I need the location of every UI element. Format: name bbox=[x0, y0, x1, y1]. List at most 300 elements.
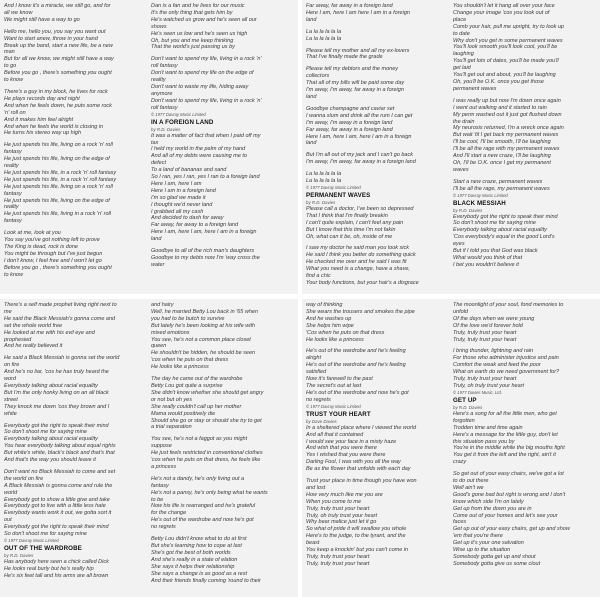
lyric-line: You hear everybody talking about equal rights bbox=[4, 443, 116, 450]
lyric-line: Truly, truly trust your heart bbox=[306, 554, 370, 560]
lyric-line: Everybody talking about racial equality bbox=[453, 227, 547, 234]
lyric-line: 'Cos everybody's equal in the good Lord's bbox=[453, 234, 555, 241]
lyric-line: My neurosis returned, I'm a wreck once again bbox=[453, 125, 564, 132]
lyric-line: And decided to dash for away bbox=[151, 215, 224, 222]
lyrics-column bbox=[306, 3, 448, 294]
lyric-line: He just spends his life, living on the edge of bbox=[4, 156, 110, 163]
lyric-line: La la la la la la bbox=[306, 35, 342, 42]
lyric-line: eyes bbox=[453, 241, 465, 248]
lyric-line: That all of my bills will be paid some day bbox=[306, 80, 405, 87]
lyric-line: unfold bbox=[453, 308, 468, 315]
lyric-line: Here I am in a foreign land bbox=[151, 187, 216, 194]
lyric-line: He plays records day and night bbox=[4, 95, 80, 102]
lyric-line: I'll be cool, I'll be smooth, I'll be laughing bbox=[453, 139, 551, 146]
lyric-line: Comb your hair, pull me upright, try to look up bbox=[453, 23, 564, 30]
lyric-line: There's a guy in my block, he lives for rock bbox=[4, 88, 108, 95]
lyric-line: When you come to me bbox=[306, 498, 362, 505]
lyric-line: way of thinking bbox=[306, 302, 343, 308]
lyric-line: I'll be all the rage with my permanent waves bbox=[453, 146, 560, 153]
lyric-line: Everybody got the right to speak their mind bbox=[453, 213, 558, 220]
lyric-line: Oh, what can it be, oh, inside of me bbox=[306, 233, 393, 240]
lyric-line: 'Cos when he puts on that dress bbox=[306, 329, 385, 336]
lyric-line: And all of my debts were causing me to bbox=[151, 153, 247, 160]
songwriter-credit: by R.D. Davies bbox=[453, 404, 483, 410]
lyric-line: fantasy bbox=[4, 218, 22, 225]
lyric-line: I saw my doctor he said man you look sick bbox=[306, 245, 410, 252]
lyric-line: There's a self made prophet living right next to bbox=[4, 302, 117, 308]
lyric-line: You keep a knockin' but you can't come in bbox=[306, 547, 409, 554]
lyric-line: I'll be all the rage, my permanent waves bbox=[453, 185, 550, 192]
lyric-line: She helps him wipe bbox=[306, 322, 354, 329]
lyric-line: You'll get out and about, you'll be laughing bbox=[453, 72, 556, 79]
lyric-line: And when he feels the world is closing in bbox=[4, 123, 104, 130]
lyric-line: He's seen us low and he's seen us high bbox=[151, 30, 248, 37]
lyric-line: To a land of bananas and sand bbox=[151, 167, 227, 174]
songwriter-credit: by R.D. Davies bbox=[151, 126, 181, 132]
lyric-line: and hairy bbox=[151, 302, 174, 308]
lyric-line: 'cos when he puts on that dress, he feels like bbox=[151, 457, 261, 464]
lyric-line: the drain bbox=[453, 118, 475, 125]
lyric-line: shows bbox=[151, 23, 167, 30]
lyric-line: place bbox=[453, 16, 467, 23]
lyric-line: you had to be butch to survive bbox=[151, 315, 225, 322]
lyric-line: Now his life is rearranged and he's grateful bbox=[151, 503, 256, 510]
lyric-line: And he's no liar, 'cos he has truly heard the bbox=[4, 369, 109, 376]
lyric-line: So don't shoot me for saying mine bbox=[4, 531, 87, 538]
songwriter-credit: by Dave Davies bbox=[306, 418, 337, 424]
lyric-line: Here I am, here I am here I am in a foreign bbox=[306, 9, 410, 16]
lyric-line: The secret's out at last bbox=[306, 382, 362, 389]
lyric-line: She wears the trousers and smokes the pipe bbox=[306, 308, 415, 315]
lyric-line: 'cos when he puts on that dress bbox=[151, 357, 229, 364]
lyric-line: Before you go , there's something you ought bbox=[4, 264, 112, 271]
lyrics-column bbox=[151, 302, 293, 597]
lyric-line: I'm so glad we made it bbox=[151, 194, 206, 201]
lyric-line: A Black Messiah is gonna come and rule the bbox=[4, 482, 113, 489]
lyric-line: to do out there bbox=[453, 478, 489, 485]
lyric-line: It was a matter of fact that when I paid off my bbox=[151, 132, 261, 139]
lyric-line: the world on fire bbox=[4, 475, 44, 482]
lyric-line: La la la la la la bbox=[306, 28, 342, 35]
lyric-line: And all that it contained bbox=[306, 431, 364, 438]
lyrics-column bbox=[151, 3, 293, 294]
lyric-line: get laid bbox=[453, 65, 471, 72]
lyric-line: Well, he married Betty Lou back in '65 when bbox=[151, 308, 259, 315]
lyric-line: Of the love we'd forever hold bbox=[453, 322, 523, 329]
lyric-line: He looks like a princess bbox=[306, 336, 364, 343]
lyrics-column bbox=[4, 3, 146, 294]
lyric-line: Be as the flower that unfolds with each day bbox=[306, 466, 411, 473]
lyric-line: You'll get lots of dates, you'll be made you'll bbox=[453, 58, 559, 65]
lyric-line: all we know bbox=[4, 9, 33, 16]
lyric-line: He's out of the wardrobe and he's feeling bbox=[306, 348, 406, 355]
lyric-line: Has anybody here seen a chick called Dick bbox=[4, 559, 109, 565]
lyric-line: The King is dead, rock is done bbox=[4, 244, 78, 250]
lyric-line: You say you've got nothing left to prove bbox=[4, 237, 100, 244]
lyric-line: I'm away, I'm away in a foreign land bbox=[306, 119, 393, 126]
lyric-line: You see, he's not a faggot as you might bbox=[151, 436, 248, 443]
lyric-line: They knock me down 'cos they brown and I bbox=[4, 403, 110, 410]
lyric-line: Hello me, hello you, you say you want out bbox=[4, 28, 106, 35]
lyric-line: I bet you wouldn't believe it bbox=[453, 261, 519, 268]
lyric-line: land bbox=[306, 93, 317, 100]
lyric-line: I would see your face in a misty haze bbox=[306, 438, 397, 445]
lyric-line: Everybody talking about racial equality bbox=[4, 436, 98, 443]
lyric-line: prophesied bbox=[4, 336, 32, 343]
song-title: TRUST YOUR HEART bbox=[306, 410, 371, 418]
lyric-line: Far away, far away in a foreign land bbox=[306, 3, 393, 9]
lyric-line: Don't want no Black Messiah to come and set bbox=[4, 468, 116, 475]
lyric-line: Should she go or stay or should she try to get bbox=[151, 417, 262, 424]
lyric-line: He's out of the wardrobe and now he's got bbox=[306, 389, 409, 396]
lyric-line: Here's a song for all the little men, who get bbox=[453, 410, 557, 417]
lyric-line: He just spends his life, living on the edge of bbox=[4, 197, 110, 204]
lyrics-panel-top-right bbox=[302, 0, 600, 294]
lyric-line: You're in the middle while the big mouths fight bbox=[453, 445, 565, 452]
lyric-line: He's not a pansy, he's only being what he wants bbox=[151, 489, 268, 496]
lyrics-panel-bottom-left bbox=[0, 299, 298, 597]
lyric-line: He shouldn't be hidden, he should be seen bbox=[151, 350, 256, 357]
lyric-line: waves bbox=[453, 166, 469, 173]
lyric-line: Oh, but you and me keep thinking bbox=[151, 37, 234, 44]
lyric-line: street bbox=[4, 396, 18, 403]
lyric-line: He's six feet tall and his arms are all brown bbox=[4, 572, 109, 579]
copyright-notice: © 1977 Davray Music Limited bbox=[151, 111, 206, 117]
lyric-line: My perm washed out it just got flushed down bbox=[453, 111, 562, 118]
lyric-line: suppose bbox=[151, 443, 172, 450]
lyric-line: I thought we'd never land bbox=[151, 201, 213, 208]
lyric-line: You might be through but I've just begun bbox=[4, 250, 103, 257]
lyric-line: faces bbox=[453, 519, 467, 526]
lyrics-column bbox=[453, 3, 595, 294]
lyric-line: And he washes up bbox=[306, 315, 352, 322]
lyric-line: Please call a doctor, I've been so depressed bbox=[306, 205, 414, 212]
copyright-notice: © 1977 Davies Music, Ltd. bbox=[453, 389, 502, 395]
lyric-line: land bbox=[306, 140, 317, 147]
lyric-line: Come out of your homes and let's see your bbox=[453, 512, 558, 519]
lyric-line: anymore bbox=[151, 90, 173, 97]
lyric-line: Truly, oh truly trust your heart bbox=[453, 382, 525, 389]
lyric-line: He's watched us grow and he's seen all our bbox=[151, 16, 257, 23]
lyric-line: Everybody got to show a little give and take bbox=[4, 496, 110, 503]
lyric-line: find a chic bbox=[306, 273, 331, 280]
lyric-line: But I know that this time I'm not fakin bbox=[306, 226, 396, 233]
song-title: OUT OF THE WARDROBE bbox=[4, 545, 82, 552]
lyric-line: 'em that you're there bbox=[453, 533, 503, 540]
lyric-line: word bbox=[4, 376, 16, 383]
lyric-line: But white's white, black's black and that's that bbox=[4, 450, 115, 457]
lyric-line: He's out of the wardrobe and he's feeling bbox=[306, 362, 406, 369]
lyrics-panel-top-left bbox=[0, 0, 298, 294]
lyric-line: But lately he's been looking at his wife with bbox=[151, 322, 256, 329]
lyric-line: Before you go , there's something you ought bbox=[4, 70, 112, 77]
lyric-line: Start a new craze, permanent waves bbox=[453, 178, 543, 185]
lyric-line: or not but oh yes bbox=[151, 396, 192, 403]
lyric-line: What you need is a change, have a shave, bbox=[306, 266, 410, 273]
lyric-line: man bbox=[4, 49, 15, 56]
lyric-line: Goodbye champagne and caviar set bbox=[306, 105, 395, 112]
lyric-line: And that's the way you should leave it bbox=[4, 457, 96, 464]
lyric-line: Here's to the judge, to the tyrant, and the bbox=[306, 533, 406, 540]
lyric-line: alright bbox=[306, 355, 321, 362]
lyric-line: In a sheltered place where I viewed the world bbox=[306, 424, 417, 431]
lyric-line: this situation pass you by bbox=[453, 438, 515, 445]
lyric-line: I can't quite explain, I can't feel any pain bbox=[306, 219, 404, 226]
lyric-line: mixed emotions bbox=[151, 329, 190, 336]
songwriter-credit: by R.D. Davies bbox=[453, 207, 483, 213]
lyric-line: no regrets bbox=[306, 396, 331, 403]
lyric-line: The day he came out of the wardrobe bbox=[151, 376, 243, 383]
lyric-line: fantasy bbox=[4, 190, 22, 197]
lyrics-panel-bottom-right bbox=[302, 299, 600, 597]
lyric-line: reality bbox=[151, 77, 166, 84]
lyric-line: La la la la la la bbox=[306, 178, 342, 185]
lyric-line: She's got the best of both worlds bbox=[151, 549, 231, 556]
lyric-line: You see, he's not a common place closet bbox=[151, 336, 251, 343]
lyric-line: You shouldn't let it hang all over your face bbox=[453, 3, 555, 9]
lyric-line: Don't want to waste my life, hiding away bbox=[151, 83, 249, 90]
lyric-line: He said I think you better do something quick bbox=[306, 252, 416, 259]
lyric-line: Here I am, here I am, here I am in a foreign bbox=[151, 229, 257, 236]
lyric-line: And I'll start a new craze, I'll be laughing bbox=[453, 153, 551, 160]
lyric-line: You'll look smooth you'll look cool, you'll be bbox=[453, 44, 558, 51]
lyric-line: Want to start anew, throw in your hand bbox=[4, 35, 98, 42]
lyric-line: Get up it's your one salvation bbox=[453, 540, 524, 547]
lyric-line: and lost bbox=[306, 484, 326, 491]
lyric-line: I bring thunder, lightning and rain bbox=[453, 348, 534, 355]
song-title: PERMANENT WAVES bbox=[306, 191, 371, 199]
lyric-line: He said the Black Messiah's gonna come and bbox=[4, 315, 116, 322]
lyric-line: Everybody got the right to speak their mind bbox=[4, 422, 109, 429]
lyric-line: He just spends his life, living on a rock 'n' roll bbox=[4, 142, 113, 149]
lyric-line: Dan is a fan and he lives for our music bbox=[151, 3, 245, 9]
lyric-line: to know bbox=[4, 77, 23, 84]
lyric-line: You get it from the left and the right, ain't it bbox=[453, 452, 556, 459]
lyric-line: And it makes him feel alright bbox=[4, 116, 74, 123]
lyric-line: He just spends his life, in a rock 'n' roll fantasy bbox=[4, 176, 117, 183]
lyric-line: world bbox=[4, 489, 18, 496]
lyric-line: know which side I'm on lately bbox=[453, 498, 524, 505]
lyric-line: He turns his stereo way up high bbox=[4, 130, 82, 137]
lyric-line: 'n' roll on bbox=[4, 109, 26, 116]
lyric-line: Truly, truly trust your heart bbox=[453, 376, 517, 383]
lyric-line: defect bbox=[151, 160, 166, 167]
lyric-line: Goodbye to all of the rich man's daughters bbox=[151, 248, 255, 255]
song-title: IN A FOREIGN LAND bbox=[151, 118, 214, 126]
lyric-line: Get up from the down you are in bbox=[453, 505, 532, 512]
lyric-line: He just spends his life, in a rock 'n' roll fantasy bbox=[4, 169, 117, 176]
lyric-line: me bbox=[4, 308, 12, 315]
lyric-line: She says it helps their relationship bbox=[151, 563, 235, 570]
lyric-line: to know bbox=[4, 271, 23, 278]
lyric-line: fantasy bbox=[151, 482, 169, 489]
lyric-line: So get out of your easy chairs, we've got a lot bbox=[453, 471, 564, 478]
lyric-line: Don't want to spend my life on the edge of bbox=[151, 70, 254, 77]
lyric-line: What on earth do we need government for? bbox=[453, 369, 560, 376]
lyric-line: He looked at me with his evil eye and bbox=[4, 329, 95, 336]
lyric-line: She says a change is as good as a rest bbox=[151, 570, 248, 577]
lyric-line: laughing bbox=[453, 51, 474, 58]
lyric-line: I'm away, I'm away, far away in a foreign land bbox=[306, 159, 416, 166]
lyric-line: reality bbox=[4, 163, 19, 170]
lyric-line: So what of pride it will swallow you whole bbox=[306, 526, 407, 533]
song-title: GET UP bbox=[453, 396, 477, 404]
lyric-line: a trial separation bbox=[151, 424, 192, 431]
lyric-line: Break up the band, start a new life, be a new bbox=[4, 42, 113, 49]
lyric-line: And he really believed it bbox=[4, 343, 63, 350]
lyric-line: She didn't know whether she should get angry bbox=[151, 389, 264, 396]
lyric-line: But I'm the only honky living on an all black bbox=[4, 389, 109, 396]
lyric-line: Get up out of your easy chairs, get up and show bbox=[453, 526, 570, 533]
lyric-line: But she's learning how to cope at last bbox=[151, 543, 242, 549]
lyric-line: Here I am, here I am bbox=[151, 180, 202, 187]
lyric-line: fantasy bbox=[4, 149, 22, 156]
lyric-line: for the change bbox=[151, 510, 187, 517]
lyric-line: Truly, truly trust your heart bbox=[453, 336, 517, 343]
lyric-line: Goodbye to my debts now I'm 'way cross the bbox=[151, 255, 260, 261]
lyric-line: Don't want to spend my life, living in a rock 'n' bbox=[151, 97, 262, 104]
lyric-line: She really couldn't call up her mother bbox=[151, 403, 242, 410]
lyric-line: He checked me over and he said I was fit bbox=[306, 259, 407, 266]
lyric-line: Everybody got the right to speak their mind bbox=[4, 524, 109, 531]
copyright-notice: © 1977 Davray Music Limited bbox=[306, 184, 361, 190]
lyric-line: crazy bbox=[453, 459, 467, 466]
lyric-line: roll fantasy bbox=[151, 63, 178, 70]
lyric-line: I wanna slum and drink all the rum I can get bbox=[306, 112, 413, 119]
lyric-line: It's the only thing that gets him by bbox=[151, 9, 233, 16]
lyric-line: I went out walking and it started to rain bbox=[453, 104, 547, 111]
lyric-line: Betty Lou got quite a surprise bbox=[151, 382, 223, 389]
lyric-line: Change your image 'cos you look out of bbox=[453, 9, 550, 16]
lyric-line: So don't shoot me for saying mine bbox=[4, 429, 87, 436]
lyric-line: Now it's farewell to the past bbox=[306, 376, 373, 383]
lyric-line: Somebody gotta get up and shout bbox=[453, 554, 536, 560]
lyric-line: And their friends finally coming 'round to their bbox=[151, 577, 261, 584]
lyric-line: Why don't you get in some permanent waves bbox=[453, 37, 563, 44]
lyric-line: Good's gone bad but right is wrong and I don't bbox=[453, 491, 566, 498]
lyric-line: Truly, truly trust your heart bbox=[306, 560, 370, 567]
lyric-line: And when he feels down, he puts some rock bbox=[4, 102, 112, 109]
lyric-line: He's out of the wardrobe and now he's got bbox=[151, 517, 254, 524]
lyric-line: Mama would positively die bbox=[151, 410, 216, 417]
lyric-line: He's not a dandy, he's only living out a bbox=[151, 475, 245, 482]
lyric-line: But if I told you that God was black bbox=[453, 248, 538, 255]
lyric-line: Oh, I'll be O.K. once I get my permanent bbox=[453, 159, 551, 166]
lyric-line: satisfied bbox=[306, 369, 327, 376]
lyric-line: I held my world in the palm of my hand bbox=[151, 146, 246, 153]
lyric-line: Please tell my debtors and the money bbox=[306, 66, 399, 73]
lyric-line: Your body functions, but your hair's a disgrace bbox=[306, 280, 419, 286]
songwriter-credit: by R.D. Davies bbox=[306, 199, 336, 205]
lyric-line: That I've finally made the grade bbox=[306, 54, 383, 61]
lyric-line: Yes I wished that you were there bbox=[306, 452, 386, 459]
lyric-line: But I'm all out of my jack and I can't go back bbox=[306, 152, 413, 159]
lyric-line: That the world's just passing us by bbox=[151, 44, 235, 51]
lyric-line: I don't know, I feel free and I won't let go bbox=[4, 257, 102, 264]
lyric-line: queen bbox=[151, 343, 167, 350]
lyric-line: out bbox=[4, 517, 12, 524]
copyright-notice: © 1977 Davray Music Limited bbox=[306, 403, 361, 409]
lyric-line: Far away, far away in a foreign land bbox=[306, 126, 393, 133]
lyric-line: So I ran, yes I ran, yes I ran to a foreign land bbox=[151, 174, 260, 181]
lyric-line: And wish that you were there bbox=[306, 445, 377, 452]
lyric-line: But for all we know, we might still have a way bbox=[4, 56, 114, 63]
lyric-line: set the whole world free bbox=[4, 322, 63, 329]
lyric-line: He said a Black Messiah is gonna set the world bbox=[4, 355, 120, 362]
lyric-line: And she's really in a state of elation bbox=[151, 556, 238, 563]
copyright-notice: © 1977 Davray Music Limited bbox=[4, 538, 59, 543]
lyric-line: Don't want to spend my life, living in a rock 'n' bbox=[151, 56, 262, 63]
lyric-line: Darling Fool, I was with you all the way bbox=[306, 459, 401, 466]
song-title: BLACK MESSIAH bbox=[453, 199, 506, 207]
lyric-line: Here's a message for the little guy, don't let bbox=[453, 431, 558, 438]
lyric-line: Everybody wants work it out, we gotta sort it bbox=[4, 510, 112, 517]
lyric-line: land bbox=[306, 16, 317, 23]
lyric-line: Here I am, here I am, here I am in a foreign bbox=[306, 133, 412, 140]
lyric-line: He just feels restricted in conventional clothes bbox=[151, 450, 263, 457]
lyric-line: We might still have a way to go bbox=[4, 16, 80, 23]
lyric-line: I'm away, I'm away, far away in a foreign bbox=[306, 87, 404, 94]
lyrics-column bbox=[453, 302, 595, 597]
lyric-line: to go bbox=[4, 63, 17, 70]
lyric-line: Trust your place in time though you have won bbox=[306, 478, 417, 485]
lyric-line: Trodden time and time again bbox=[453, 424, 523, 431]
lyrics-column bbox=[4, 302, 146, 597]
lyric-line: no regrets bbox=[151, 524, 176, 531]
lyric-line: Well ain't we bbox=[453, 484, 484, 491]
lyric-line: Truly, truly trust your heart bbox=[453, 329, 517, 336]
songwriter-credit: by R.D. Davies bbox=[4, 553, 34, 558]
copyright-notice: © 1977 Davray Music Limited bbox=[453, 192, 508, 198]
lyric-line: Look at me, look at you bbox=[4, 230, 61, 237]
lyric-line: Somebody gotta give us some clout bbox=[453, 560, 541, 567]
lyric-line: Why bear malice just let it go bbox=[306, 519, 377, 526]
lyric-line: Of the days when we were young bbox=[453, 315, 535, 322]
lyric-line: Truly, oh truly trust your heart bbox=[306, 512, 378, 519]
lyric-line: Please tell my mother and all my ex-lovers bbox=[306, 47, 410, 54]
lyric-line: So don't shoot me for saying mine bbox=[453, 220, 536, 227]
lyric-line: What would you think of that bbox=[453, 255, 523, 261]
lyric-line: Everybody got to live with a little less hate bbox=[4, 503, 106, 510]
lyric-line: The moonlight of your soul, fond memories to bbox=[453, 302, 564, 308]
lyric-line: forgotten bbox=[453, 417, 475, 424]
lyric-line: For those who administer injustice and pain bbox=[453, 355, 559, 362]
lyric-line: La la la la la la bbox=[306, 171, 342, 178]
lyrics-column bbox=[306, 302, 448, 597]
lyric-line: a princess bbox=[151, 463, 177, 470]
lyric-line: And I know it's a miracle, we still go, and for bbox=[4, 3, 111, 9]
lyric-line: He just spends his life, living in a rock 'n' roll bbox=[4, 211, 111, 218]
lyric-line: How very much like me you are bbox=[306, 491, 383, 498]
lyric-line: white bbox=[4, 410, 17, 417]
lyric-line: Comfort the weak and feed the poor bbox=[453, 362, 541, 369]
lyric-line: But wait 'til I get back my permanent waves bbox=[453, 132, 559, 139]
lyric-line: on fire bbox=[4, 362, 20, 369]
lyric-line: He just spends his life, living on a rock 'n' roll bbox=[4, 183, 113, 190]
lyric-line: roll fantasy bbox=[151, 104, 178, 111]
lyric-line: Wise up to the situation bbox=[453, 547, 511, 554]
lyric-line: permanent waves bbox=[453, 85, 497, 92]
lyric-line: water bbox=[151, 261, 165, 268]
lyric-line: He looks like a princess bbox=[151, 364, 209, 371]
lyric-line: Betty Lou didn't know what to do at first bbox=[151, 536, 247, 543]
lyric-line: Far away, far away to a foreign land bbox=[151, 222, 239, 229]
lyric-line: Oh, you'll be O.K. once you get those bbox=[453, 78, 544, 85]
lyric-line: Everybody talking about racial equality bbox=[4, 382, 98, 389]
lyric-line: That I think that I'm finally breakin bbox=[306, 212, 388, 219]
lyric-line: beast bbox=[306, 540, 320, 547]
lyric-line: Truly, truly trust your heart bbox=[306, 505, 370, 512]
